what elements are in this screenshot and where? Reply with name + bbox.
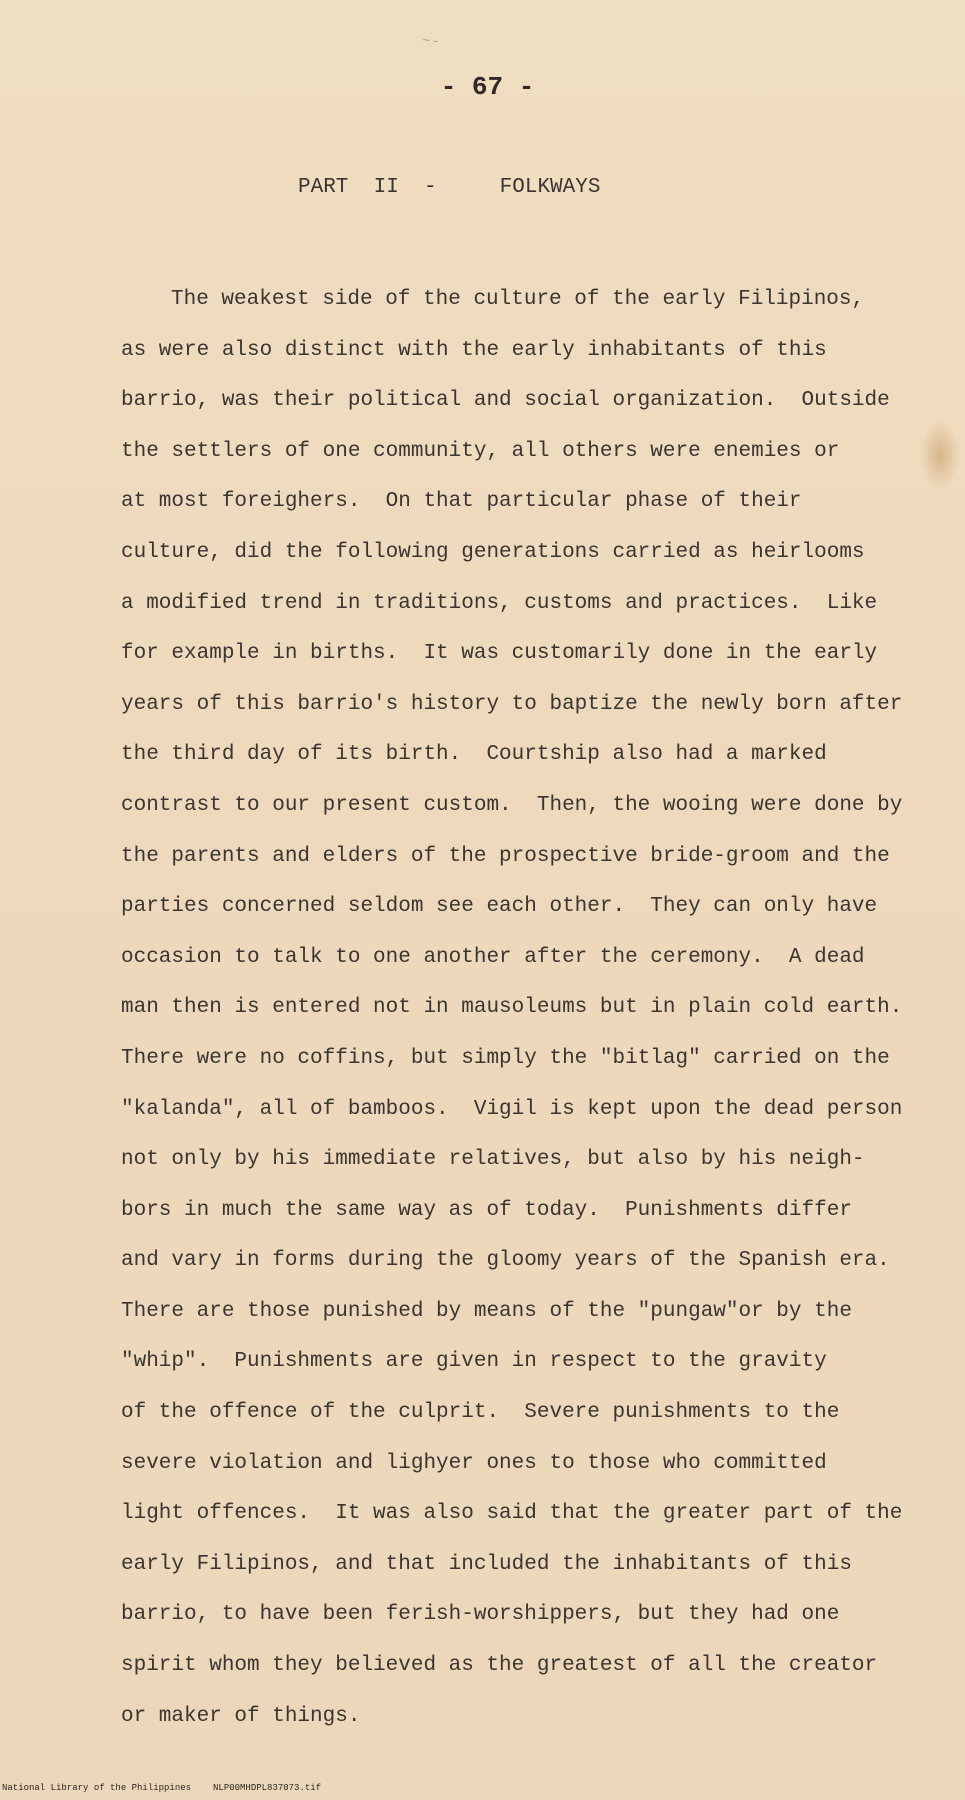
top-mark: ~-	[422, 34, 441, 50]
text-line: a modified trend in traditions, customs and practices. Like	[121, 591, 878, 615]
text-line: not only by his immediate relatives, but also by his neigh-	[121, 1148, 865, 1172]
part-heading: PART II - FOLKWAYS	[298, 176, 601, 199]
text-line: contrast to our present custom. Then, the wooing were done by	[121, 793, 903, 817]
footer-library: National Library of the Philippines	[2, 1783, 192, 1793]
text-line: parties concerned seldom see each other. They can only have	[121, 895, 878, 919]
page-number: - 67 -	[440, 72, 535, 102]
text-line: for example in births. It was customarily done in the early	[121, 642, 878, 666]
text-line: light offences. It was also said that the greater part of the	[121, 1502, 903, 1526]
text-line: and vary in forms during the gloomy years of the Spanish era.	[121, 1249, 890, 1273]
text-line: or maker of things.	[121, 1704, 361, 1728]
text-line: at most foreighers. On that particular phase of their	[121, 490, 802, 514]
text-line: of the offence of the culprit. Severe punishments to the	[121, 1401, 840, 1425]
body-paragraph	[0, 275, 965, 1742]
text-line: The weakest side of the culture of the early Filipinos,	[171, 288, 865, 311]
text-line: the settlers of one community, all others were enemies or	[121, 439, 840, 463]
text-line: bors in much the same way as of today. Punishments differ	[121, 1198, 852, 1222]
text-line: the third day of its birth. Courtship also had a marked	[121, 743, 827, 767]
text-line: There are those punished by means of the "pungaw"or by the	[121, 1299, 852, 1323]
text-line: "whip". Punishments are given in respect to the gravity	[121, 1350, 827, 1374]
text-line: man then is entered not in mausoleums but in plain cold earth.	[121, 996, 903, 1020]
text-line: the parents and elders of the prospective bride-groom and the	[121, 844, 890, 868]
text-line: culture, did the following generations carried as heirlooms	[121, 540, 865, 564]
text-line: occasion to talk to one another after the ceremony. A dead	[121, 945, 865, 969]
text-line: barrio, was their political and social organization. Outside	[121, 389, 890, 413]
footer	[2, 1783, 343, 1793]
text-line: barrio, to have been ferish-worshippers, but they had one	[121, 1603, 840, 1627]
footer-file-id: NLP00MHDPL837073.tif	[213, 1783, 322, 1793]
text-line: early Filipinos, and that included the inhabitants of this	[121, 1552, 852, 1576]
text-line: severe violation and lighyer ones to those who committed	[121, 1451, 827, 1475]
text-line: There were no coffins, but simply the "bitlag" carried on the	[121, 1046, 890, 1070]
text-line: years of this barrio's history to baptize the newly born after	[121, 692, 903, 716]
text-line: spirit whom they believed as the greatest of all the creator	[121, 1654, 878, 1678]
text-line: as were also distinct with the early inhabitants of this	[121, 338, 827, 362]
text-line: "kalanda", all of bamboos. Vigil is kept upon the dead person	[121, 1097, 903, 1121]
